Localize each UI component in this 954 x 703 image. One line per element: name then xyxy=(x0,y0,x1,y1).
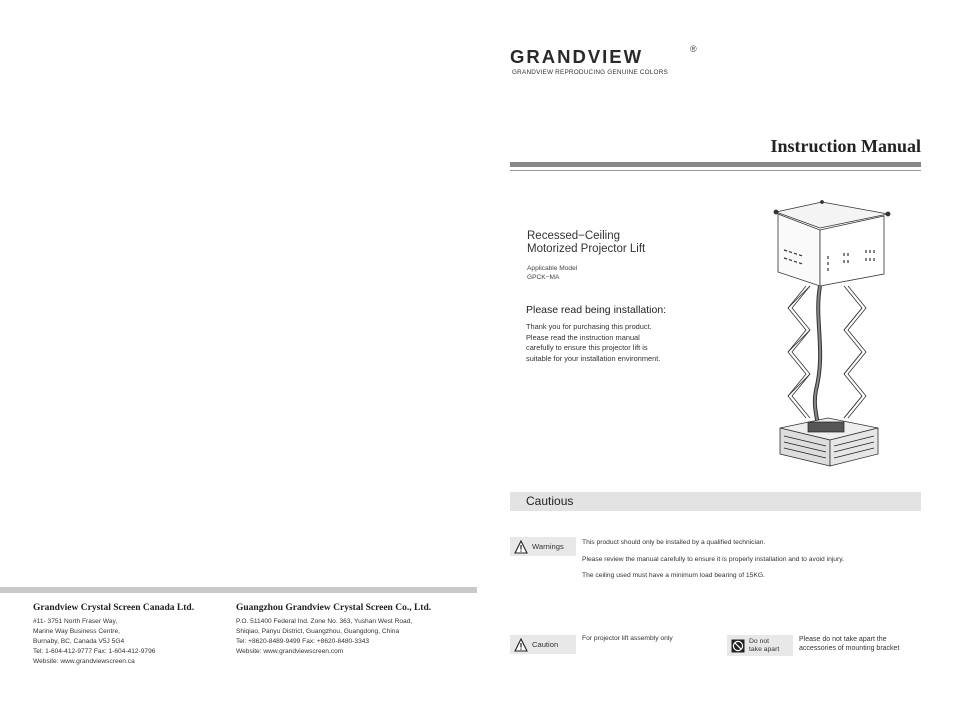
cautious-heading: Cautious xyxy=(526,494,574,508)
manual-title: Instruction Manual xyxy=(770,136,921,156)
guangzhou-company-name: Guangzhou Grandview Crystal Screen Co., Ltd. xyxy=(236,603,432,613)
canada-address-line: #11- 3751 North Fraser Way, xyxy=(33,618,118,625)
model-value: GPCK−MA xyxy=(527,274,560,281)
warnings-label: Warnings xyxy=(532,542,564,551)
guangzhou-phone-line: Tel: +8620-8489-9499 Fax: +8620-8480-3343 xyxy=(236,638,370,645)
canada-office-block xyxy=(33,603,194,667)
warning-text: The ceiling used must have a minimum load bearing of 15KG. xyxy=(582,572,765,579)
guangzhou-address-line: Shiqiao, Panyu District, Guangzhou, Guangdong, China xyxy=(236,628,400,635)
product-title xyxy=(527,230,645,256)
product-title-line: Motorized Projector Lift xyxy=(527,243,646,255)
caution-text: For projector lift assembly only xyxy=(582,635,673,642)
no-disassemble-text xyxy=(799,635,899,653)
left-page-divider xyxy=(0,587,477,593)
registered-mark: ® xyxy=(690,44,697,54)
intro-line: carefully to ensure this projector lift is xyxy=(526,343,648,352)
caution-tag xyxy=(510,635,576,654)
no-disassemble-icon xyxy=(731,639,745,653)
intro-line: suitable for your installation environment. xyxy=(526,353,661,363)
brand-tagline: GRANDVIEW REPRODUCING GENUINE COLORS xyxy=(512,69,668,76)
no-disassemble-text-line: Please do not take apart the xyxy=(799,636,887,643)
no-disassemble-label xyxy=(749,638,779,654)
no-disassemble-label-line: Do not xyxy=(749,637,770,645)
no-disassemble-tag xyxy=(727,635,793,656)
warning-text: Please review the manual carefully to ensure it is properly installation and to avoid injury. xyxy=(582,556,844,563)
projector-lift-illustration xyxy=(768,200,892,472)
warning-triangle-icon xyxy=(514,638,528,652)
guangzhou-office-block xyxy=(236,603,431,657)
guangzhou-website-line: Website: www.grandviewscreen.com xyxy=(236,648,344,655)
intro-line: Thank you for purchasing this product. xyxy=(526,322,652,331)
guangzhou-address-line: P.O. 511400 Federal Ind. Zone No. 363, Yushan West Road, xyxy=(236,618,413,625)
intro-paragraph xyxy=(526,322,660,364)
canada-website-line: Website: www.grandviewscreen.ca xyxy=(33,658,135,665)
canada-company-name: Grandview Crystal Screen Canada Ltd. xyxy=(33,603,195,613)
warning-text: This product should only be installed by a qualified technician. xyxy=(582,539,766,546)
grandview-logo: GRANDVIEW xyxy=(510,46,644,67)
warning-triangle-icon xyxy=(514,540,528,554)
intro-line: Please read the instruction manual xyxy=(526,332,640,342)
canada-address-line: Burnaby, BC, Canada V5J 5G4 xyxy=(33,638,125,645)
canada-address-line: Marine Way Business Centre, xyxy=(33,628,120,635)
title-rule-thick xyxy=(510,162,921,167)
read-before-install-heading: Please read being installation: xyxy=(526,304,667,316)
no-disassemble-label-line: take apart xyxy=(749,645,780,653)
canada-address xyxy=(33,617,194,667)
warnings-tag xyxy=(510,537,576,556)
guangzhou-address xyxy=(236,617,431,657)
canada-phone-line: Tel: 1-604-412-9777 Fax: 1-604-412-9796 xyxy=(33,648,156,655)
model-info xyxy=(527,264,577,282)
model-label: Applicable Model xyxy=(527,265,578,272)
caution-label: Caution xyxy=(532,640,559,649)
no-disassemble-text-line: accessories of mounting bracket xyxy=(799,645,900,652)
product-title-line: Recessed−Ceiling xyxy=(527,230,621,242)
title-rule-thin xyxy=(510,170,921,171)
